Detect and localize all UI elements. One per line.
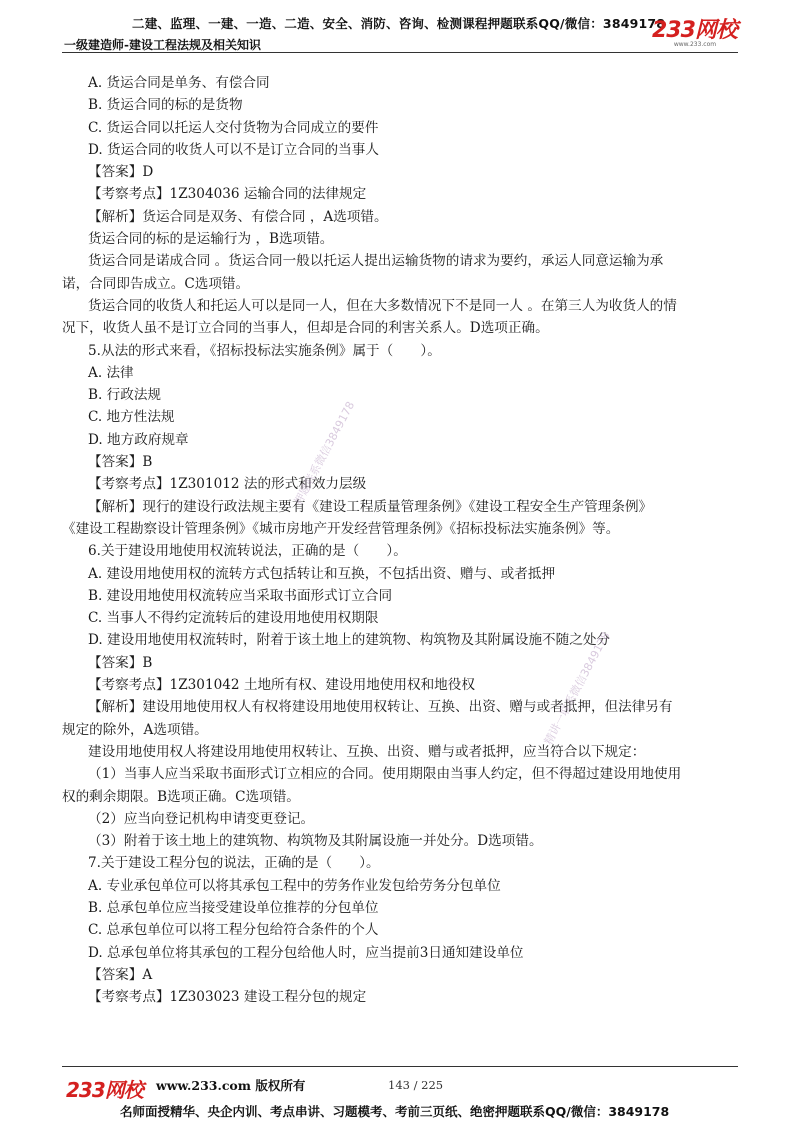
text-line: 况下，收货人虽不是订立合同的当事人，但却是合同的利害关系人。D选项正确。 — [62, 320, 549, 337]
text-line: 6.关于建设用地使用权流转说法，正确的是（ ）。 — [88, 543, 407, 560]
text-line: B. 建设用地使用权流转应当采取书面形式订立合同 — [88, 587, 393, 604]
text-line: 货运合同的收货人和托运人可以是同一人，但在大多数情况下不是同一人 。在第三人为收货人的情 — [88, 297, 677, 314]
text-line: 建设用地使用权人将建设用地使用权转让、互换、出资、赠与或者抵押，应当符合以下规定： — [88, 743, 646, 760]
text-line: D. 地方政府规章 — [88, 431, 189, 448]
text-line: 5.从法的形式来看，《招标投标法实施条例》属于（ ）。 — [88, 342, 441, 359]
page-number: 143 / 225 — [388, 1078, 444, 1092]
text-line: C. 总承包单位可以将工程分包给符合条件的个人 — [88, 922, 379, 939]
footer-banner: 名师面授精华、央企内训、考点串讲、习题模考、考前三页纸、绝密押题联系QQ/微信：3849178 — [120, 1104, 670, 1119]
watermark-text: 押题联系微信3849178 — [291, 399, 358, 508]
text-line: A. 法律 — [88, 364, 134, 381]
text-line: 【答案】B — [88, 654, 153, 671]
brand-logo-url: www.233.com — [673, 41, 717, 48]
text-line: A. 货运合同是单务、有偿合同 — [88, 75, 270, 91]
text-line: 【答案】A — [88, 966, 153, 983]
brand-logo-text: 233网校 — [652, 18, 737, 43]
footer-logo[interactable]: 233网校 — [66, 1078, 143, 1102]
text-line: 7.关于建设工程分包的说法，正确的是（ ）。 — [88, 855, 380, 872]
text-line: A. 建设用地使用权的流转方式包括转让和互换，不包括出资、赠与、或者抵押 — [88, 565, 556, 582]
text-line: 诺，合同即告成立。C选项错。 — [62, 275, 250, 292]
text-line: 【答案】D — [88, 164, 154, 181]
document-subtitle: 一级建造师-建设工程法规及相关知识 — [64, 38, 261, 52]
text-line: 【考察考点】1Z301042 土地所有权、建设用地使用权和地役权 — [88, 677, 475, 694]
text-line: B. 总承包单位应当接受建设单位推荐的分包单位 — [88, 899, 379, 916]
text-line: C. 地方性法规 — [88, 409, 175, 426]
text-line: 【考察考点】1Z301012 法的形式和效力层级 — [88, 476, 367, 493]
footer-copyright: www.233.com 版权所有 — [156, 1078, 306, 1093]
text-line: 【考察考点】1Z304036 运输合同的法律规定 — [88, 186, 367, 203]
text-line: C. 货运合同以托运人交付货物为合同成立的要件 — [88, 119, 379, 136]
text-line: B. 货运合同的标的是货物 — [88, 97, 243, 114]
text-line: （3）附着于该土地上的建筑物、构筑物及其附属设施一并处分。D选项错。 — [88, 833, 543, 850]
text-line: （1）当事人应当采取书面形式订立相应的合同。使用期限由当事人约定，但不得超过建设用地使用 — [88, 766, 682, 783]
text-line: 【解析】现行的建设行政法规主要有《建设工程质量管理条例》《建设工程安全生产管理条例》 — [88, 498, 653, 515]
document-body — [62, 72, 748, 1008]
text-line: 货运合同的标的是运输行为 ，B选项错。 — [88, 231, 334, 248]
text-line: D. 货运合同的收货人可以不是订立合同的当事人 — [88, 141, 379, 158]
text-line: 权的剩余期限。B选项正确。C选项错。 — [62, 788, 300, 805]
brand-logo[interactable] — [652, 20, 738, 48]
text-line: 《建设工程勘察设计管理条例》《城市房地产开发经营管理条例》《招标投标法实施条例》等。 — [62, 520, 620, 537]
text-line: C. 当事人不得约定流转后的建设用地使用权期限 — [88, 610, 379, 627]
text-line: 货运合同是诺成合同 。货运合同一般以托运人提出运输货物的请求为要约，承运人同意运输为承 — [88, 253, 664, 270]
footer-divider — [62, 1066, 738, 1067]
header-banner: 二建、监理、一建、一造、二造、安全、消防、咨询、检测课程押题联系QQ/微信：3849178 — [132, 16, 666, 31]
text-line: 【解析】建设用地使用权人有权将建设用地使用权转让、互换、出资、赠与或者抵押，但法律另有 — [88, 699, 673, 716]
text-line: B. 行政法规 — [88, 387, 162, 404]
text-line: 【答案】B — [88, 454, 153, 471]
header-divider — [62, 52, 738, 53]
watermark-text: 精讲一联系微信3849178 — [541, 629, 613, 748]
text-line: 规定的除外，A选项错。 — [62, 721, 208, 738]
text-line: A. 专业承包单位可以将其承包工程中的劳务作业发包给劳务分包单位 — [88, 877, 501, 894]
text-line: D. 建设用地使用权流转时，附着于该土地上的建筑物、构筑物及其附属设施不随之处分 — [88, 632, 611, 649]
text-line: D. 总承包单位将其承包的工程分包给他人时，应当提前3日通知建设单位 — [88, 944, 524, 961]
text-line: 【解析】货运合同是双务、有偿合同 ，A选项错。 — [88, 208, 388, 225]
text-line: （2）应当向登记机构申请变更登记。 — [88, 810, 315, 827]
text-line: 【考察考点】1Z303023 建设工程分包的规定 — [88, 989, 367, 1006]
